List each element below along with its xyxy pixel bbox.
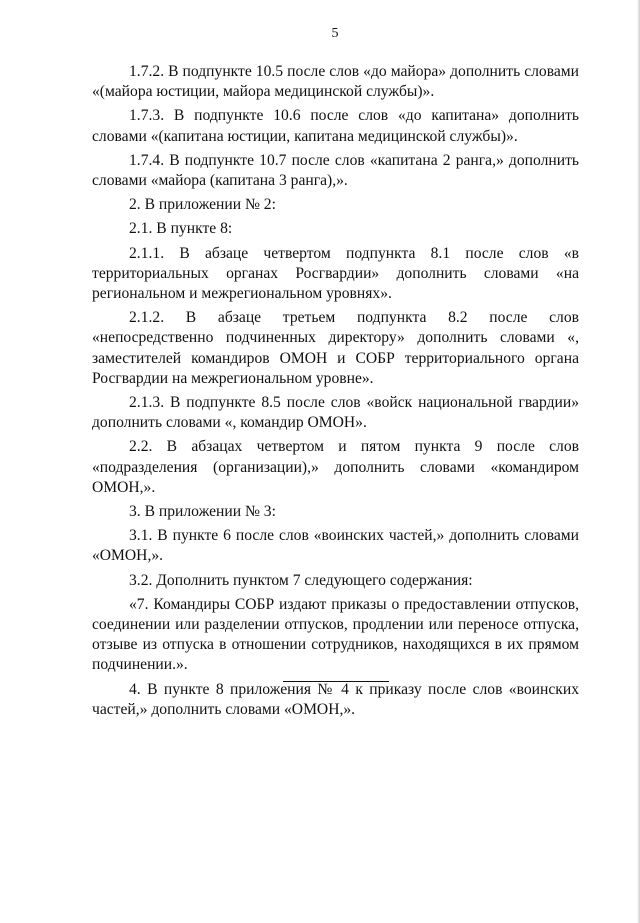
- paragraph-3: 3. В приложении № 3:: [129, 503, 276, 521]
- paragraph-1-7-3: 1.7.3. В подпункте 10.6 после слов «до капитана» дополнить словами «(капитана юстиции, капитана медицинской службы)».: [92, 107, 579, 145]
- paragraph-2: 2. В приложении № 2:: [129, 196, 276, 214]
- paragraph-3-2: 3.2. Дополнить пунктом 7 следующего содержания:: [129, 571, 473, 589]
- paragraph-quoted-item-7: «7. Командиры СОБР издают приказы о предоставлении отпусков, соединении или разделении отпусков, продлении или переносе отпуска, отзыве из отпуска в отношении сотрудников, находящихся в их прямом подчинении.».: [92, 595, 579, 674]
- paragraph-4: 4. В пункте 8 приложения № 4 к приказу после слов «воинских частей,» дополнить словами «ОМОН,».: [92, 680, 579, 718]
- paragraph-2-1: 2.1. В пункте 8:: [129, 220, 233, 238]
- document-body: [92, 62, 579, 724]
- paragraph-2-1-2: 2.1.2. В абзаце третьем подпункта 8.2 после слов «непосредственно подчиненных директору» дополнить словами «, заместителей командиров ОМОН и СОБР территориального органа Росгвардии на межрегиональном уровне».: [92, 309, 579, 387]
- paragraph-3-1: 3.1. В пункте 6 после слов «воинских частей,» дополнить словами «ОМОН,».: [92, 527, 579, 565]
- paragraph-2-1-3: 2.1.3. В подпункте 8.5 после слов «войск национальной гвардии» дополнить словами «, командир ОМОН».: [92, 394, 579, 432]
- paragraph-1-7-2: 1.7.2. В подпункте 10.5 после слов «до майора» дополнить словами «(майора юстиции, майора медицинской службы)».: [92, 63, 579, 101]
- paragraph-2-2: 2.2. В абзацах четвертом и пятом пункта 9 после слов «подразделения (организации),» дополнить словами «командиром ОМОН,».: [92, 438, 579, 496]
- closing-rule: [283, 681, 389, 682]
- paragraph-1-7-4: 1.7.4. В подпункте 10.7 после слов «капитана 2 ранга,» дополнить словами «майора (капитана 3 ранга),».: [92, 151, 579, 190]
- paragraph-2-1-1: 2.1.1. В абзаце четвертом подпункта 8.1 после слов «в территориальных органах Росгвардии» дополнить словами «на региональном и межрегиональном уровнях».: [92, 244, 579, 303]
- page-number: 5: [331, 26, 339, 41]
